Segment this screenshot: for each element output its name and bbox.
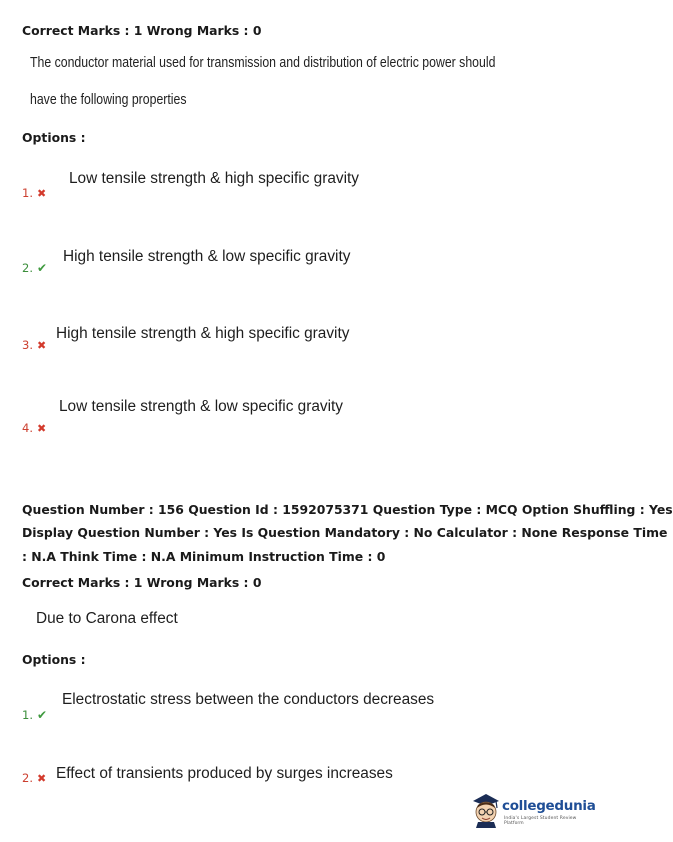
collegedunia-logo bbox=[470, 792, 596, 832]
q1-text-line2: have the following properties bbox=[30, 92, 187, 108]
cross-icon: ✖ bbox=[36, 187, 47, 200]
q2-text: Due to Carona effect bbox=[36, 610, 178, 627]
q1-option-3-text: High tensile strength & high specific gravity bbox=[56, 325, 350, 342]
cross-icon: ✖ bbox=[36, 772, 47, 785]
q2-option-2-text: Effect of transients produced by surges increases bbox=[56, 765, 393, 782]
option-number: 4. bbox=[22, 421, 33, 435]
check-icon: ✔ bbox=[36, 261, 48, 275]
q1-option-1-number bbox=[22, 186, 46, 200]
q2-meta-line2: Display Question Number : Yes Is Question Mandatory : No Calculator : None Response Time bbox=[22, 525, 668, 540]
option-number: 2. bbox=[22, 261, 33, 275]
q2-meta-line1: Question Number : 156 Question Id : 1592075371 Question Type : MCQ Option Shuffling : Yes bbox=[22, 502, 673, 517]
q1-marks: Correct Marks : 1 Wrong Marks : 0 bbox=[22, 23, 262, 38]
option-number: 1. bbox=[22, 708, 33, 722]
q1-option-4-text: Low tensile strength & low specific gravity bbox=[59, 398, 343, 415]
q1-options-label: Options : bbox=[22, 130, 86, 145]
cross-icon: ✖ bbox=[36, 422, 47, 435]
option-number: 1. bbox=[22, 186, 33, 200]
logo-wordmark: collegedunia bbox=[502, 798, 596, 814]
q1-option-1-text: Low tensile strength & high specific gravity bbox=[69, 170, 360, 187]
option-number: 2. bbox=[22, 771, 33, 785]
q1-option-2-text: High tensile strength & low specific gravity bbox=[63, 248, 351, 265]
q2-meta-line3: : N.A Think Time : N.A Minimum Instruction Time : 0 bbox=[22, 549, 386, 564]
q1-option-3-number bbox=[22, 338, 46, 352]
check-icon: ✔ bbox=[36, 708, 48, 722]
q2-marks: Correct Marks : 1 Wrong Marks : 0 bbox=[22, 575, 262, 590]
q1-option-4-number bbox=[22, 421, 46, 435]
mascot-icon bbox=[470, 792, 502, 828]
q2-options-label: Options : bbox=[22, 652, 86, 667]
q2-option-1-number bbox=[22, 708, 47, 722]
q2-option-2-number bbox=[22, 771, 46, 785]
q2-option-1-text: Electrostatic stress between the conductors decreases bbox=[62, 691, 435, 708]
option-number: 3. bbox=[22, 338, 33, 352]
q1-text-line1: The conductor material used for transmission and distribution of electric power should bbox=[30, 55, 496, 71]
cross-icon: ✖ bbox=[36, 339, 47, 352]
logo-tagline: India's Largest Student Review Platform bbox=[504, 816, 577, 826]
q1-option-2-number bbox=[22, 261, 47, 275]
